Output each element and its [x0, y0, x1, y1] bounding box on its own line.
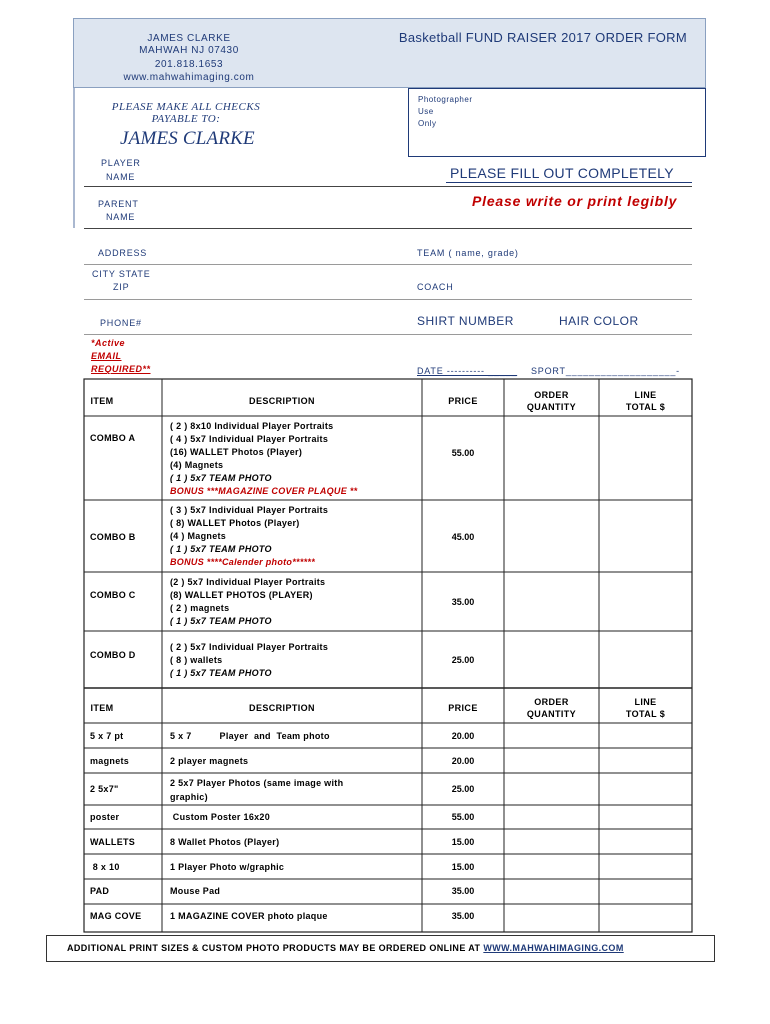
contact-phone: 201.818.1653	[154, 59, 224, 70]
col-total-header-2: TOTAL $	[625, 709, 666, 719]
combo-c-item: COMBO C	[90, 590, 136, 600]
phone-label: PHONE#	[100, 318, 142, 328]
combo-d-line: ( 8 ) wallets	[170, 655, 223, 665]
item-row-description: 2 player magnets	[170, 756, 249, 766]
item-row-item: magnets	[90, 756, 130, 766]
combo-b-price: 45.00	[451, 532, 475, 542]
combo-d-description	[170, 641, 328, 680]
city-state-label: CITY STATE	[92, 269, 151, 279]
combo-b-line: ( 1 ) 5x7 TEAM PHOTO	[170, 544, 272, 554]
item-row-price: 20.00	[451, 756, 475, 766]
item-row-description: 8 Wallet Photos (Player)	[170, 837, 280, 847]
combo-c-description	[170, 576, 325, 628]
parent-name-label: PARENT	[98, 199, 139, 209]
combo-a-price: 55.00	[451, 448, 475, 458]
photographer-label: Photographer	[418, 95, 473, 104]
combo-a-line: ( 2 ) 8x10 Individual Player Portraits	[170, 421, 334, 431]
header-box	[73, 18, 706, 88]
col-order-header: ORDER	[534, 390, 569, 400]
contact-website: www.mahwahimaging.com	[123, 72, 255, 83]
email-required-label-2: EMAIL	[91, 351, 122, 361]
combo-d-line: ( 1 ) 5x7 TEAM PHOTO	[170, 668, 272, 678]
combo-c-price: 35.00	[451, 597, 475, 607]
combo-a-line: ( 4 ) 5x7 Individual Player Portraits	[170, 434, 329, 444]
legibly-notice: Please write or print legibly	[472, 193, 678, 209]
col-price-header: PRICE	[448, 396, 478, 406]
shirt-number-label: SHIRT NUMBER	[417, 314, 514, 328]
zip-label: ZIP	[113, 282, 130, 292]
col-description-header-2: DESCRIPTION	[249, 703, 315, 713]
item-row-price: 35.00	[451, 911, 475, 921]
contact-city: MAHWAH NJ 07430	[139, 45, 239, 56]
item-row-price: 20.00	[451, 731, 475, 741]
parent-name-line[interactable]	[84, 228, 692, 229]
contact-name: JAMES CLARKE	[147, 33, 231, 44]
footer-message: ADDITIONAL PRINT SIZES & CUSTOM PHOTO PRODUCTS MAY BE ORDERED ONLINE AT	[67, 943, 484, 953]
item-row-price: 25.00	[451, 784, 475, 794]
item-row-description: 5 x 7 Player and Team photo	[170, 731, 330, 741]
address-line[interactable]	[84, 264, 692, 265]
photographer-use-label: Use	[418, 107, 434, 116]
website-link[interactable]: WWW.MAHWAHIMAGING.COM	[483, 943, 624, 953]
combo-a-bonus: BONUS ***MAGAZINE COVER PLAQUE **	[170, 486, 358, 496]
checks-instruction: PLEASE MAKE ALL CHECKS	[111, 101, 261, 113]
address-label: ADDRESS	[98, 248, 148, 258]
form-title: Basketball FUND RAISER 2017 ORDER FORM	[398, 30, 687, 45]
email-required-label-1: *Active	[91, 338, 126, 348]
col-total-header: TOTAL $	[625, 402, 666, 412]
col-item-header-2: ITEM	[90, 703, 114, 713]
item-row-item: 8 x 10	[90, 862, 120, 872]
photographer-use-box	[408, 88, 706, 157]
email-required-label-3: REQUIRED**	[91, 364, 151, 374]
combo-d-price: 25.00	[451, 655, 475, 665]
hair-color-label: HAIR COLOR	[559, 314, 639, 328]
date-label[interactable]: DATE ---------- _____	[417, 366, 518, 376]
parent-name-label-2: NAME	[106, 212, 136, 222]
combo-a-line: (16) WALLET Photos (Player)	[170, 447, 303, 457]
combo-d-item: COMBO D	[90, 650, 136, 660]
item-row-item: MAG COVE	[90, 911, 142, 921]
combo-d-line: ( 2 ) 5x7 Individual Player Portraits	[170, 642, 329, 652]
combo-b-bonus: BONUS ****Calender photo******	[170, 557, 316, 567]
item-row-description: 1 Player Photo w/graphic	[170, 862, 285, 872]
item-row-price: 15.00	[451, 862, 475, 872]
col-item-header: ITEM	[90, 396, 114, 406]
header-left-strip	[73, 88, 75, 228]
combo-c-line: ( 1 ) 5x7 TEAM PHOTO	[170, 616, 272, 626]
col-line-header-2: LINE	[634, 697, 657, 707]
item-row-description: 2 5x7 Player Photos (same image with graphic)	[170, 778, 344, 802]
sport-label[interactable]: SPORT___________________-	[531, 366, 680, 376]
combo-b-line: (4 ) Magnets	[170, 531, 227, 541]
coach-label: COACH	[417, 282, 454, 292]
fill-notice-underline	[446, 182, 692, 183]
combo-b-item: COMBO B	[90, 532, 136, 542]
phone-line[interactable]	[84, 334, 692, 335]
combo-a-line: (4) Magnets	[170, 460, 224, 470]
combo-a-item: COMBO A	[90, 433, 136, 443]
checks-payable: PAYABLE TO:	[151, 113, 221, 125]
col-line-header: LINE	[634, 390, 657, 400]
item-row-description: Mouse Pad	[170, 886, 221, 896]
col-description-header: DESCRIPTION	[249, 396, 315, 406]
fill-completely-notice: PLEASE FILL OUT COMPLETELY	[450, 165, 674, 181]
combo-c-line: ( 2 ) magnets	[170, 603, 230, 613]
payee-name: JAMES CLARKE	[120, 128, 255, 149]
combo-b-description	[170, 504, 328, 569]
item-row-description: Custom Poster 16x20	[170, 812, 271, 822]
item-row-item: poster	[90, 812, 120, 822]
col-price-header-2: PRICE	[448, 703, 478, 713]
team-label: TEAM ( name, grade)	[417, 248, 519, 258]
col-quantity-header: QUANTITY	[526, 402, 577, 412]
player-name-line[interactable]	[84, 186, 692, 187]
combo-c-line: (2 ) 5x7 Individual Player Portraits	[170, 577, 326, 587]
combo-b-line: ( 3 ) 5x7 Individual Player Portraits	[170, 505, 329, 515]
city-line[interactable]	[84, 299, 692, 300]
player-name-label-2: NAME	[106, 172, 136, 182]
player-name-label: PLAYER	[101, 158, 141, 168]
col-order-header-2: ORDER	[534, 697, 569, 707]
item-row-price: 15.00	[451, 837, 475, 847]
footer-text	[67, 943, 624, 953]
item-row-item: 2 5x7"	[90, 784, 119, 794]
footer-box	[46, 935, 715, 962]
combo-c-line: (8) WALLET PHOTOS (PLAYER)	[170, 590, 313, 600]
photographer-only-label: Only	[418, 119, 437, 128]
item-row-item: 5 x 7 pt	[90, 731, 124, 741]
item-row-item: WALLETS	[90, 837, 136, 847]
item-row-item: PAD	[90, 886, 110, 896]
combo-a-description	[170, 420, 357, 498]
combo-b-line: ( 8) WALLET Photos (Player)	[170, 518, 300, 528]
item-row-price: 35.00	[451, 886, 475, 896]
combo-a-line: ( 1 ) 5x7 TEAM PHOTO	[170, 473, 272, 483]
col-quantity-header-2: QUANTITY	[526, 709, 577, 719]
item-row-price: 55.00	[451, 812, 475, 822]
item-row-description: 1 MAGAZINE COVER photo plaque	[170, 911, 328, 921]
